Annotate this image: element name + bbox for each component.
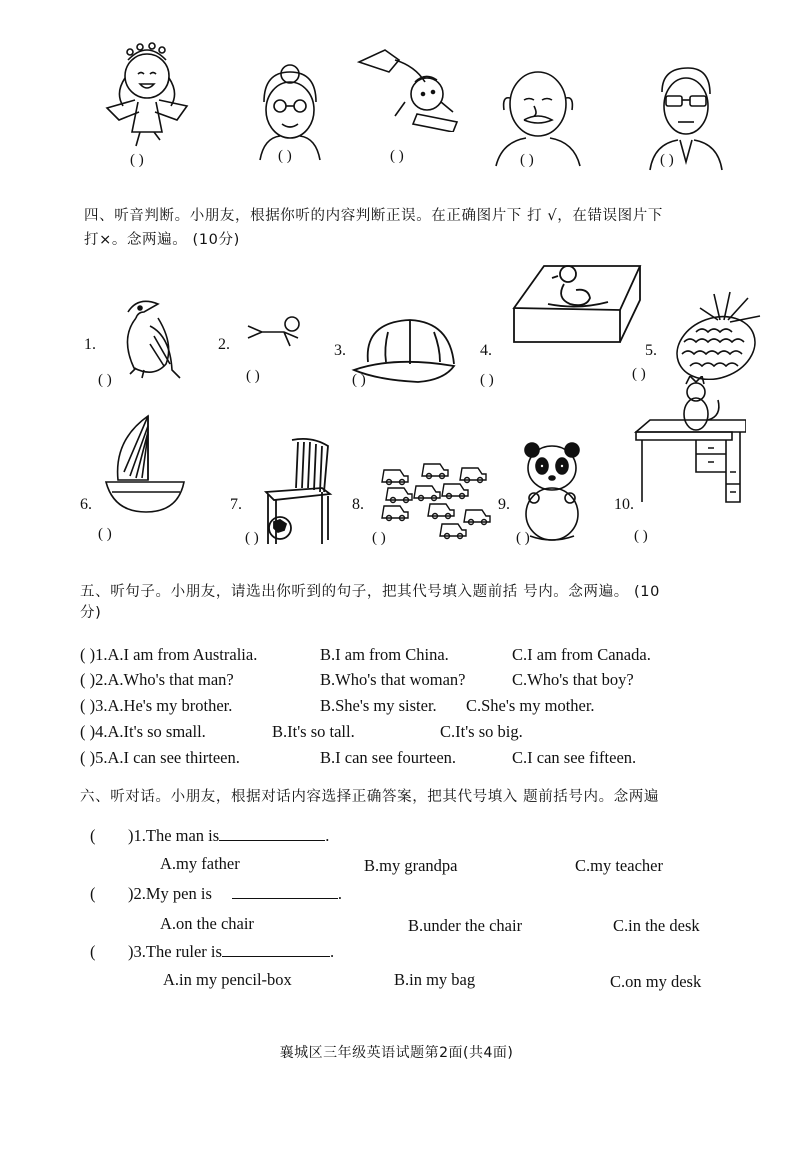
- answer-paren[interactable]: ( ): [660, 152, 674, 168]
- s5-q5-option-b[interactable]: B.I can see fourteen.: [320, 748, 457, 767]
- answer-paren[interactable]: ( ): [278, 148, 292, 164]
- s6-q3-stem-text: )3.The ruler is: [128, 942, 222, 961]
- s5-q2-option-b[interactable]: B.Who's that woman?: [320, 670, 466, 689]
- s5-q4-option-b[interactable]: B.It's so tall.: [272, 722, 355, 741]
- grandpa-icon: [488, 62, 588, 167]
- s5-q5-option-a[interactable]: ( )5.A.I can see thirteen.: [80, 748, 240, 767]
- answer-blank: [219, 840, 325, 841]
- s6-q2-stem-text: )2.My pen is: [128, 884, 212, 903]
- answer-paren[interactable]: ( ): [245, 530, 259, 546]
- s6-q2-stem: )2.My pen is .: [128, 884, 342, 903]
- item-number: 3.: [334, 342, 346, 359]
- section-4-title-line1: 四、听音判断。小朋友，根据你听的内容判断正误。在正确图片下 打 √，在错误图片下: [84, 208, 663, 224]
- s6-q2-option-c[interactable]: C.in the desk: [613, 916, 700, 935]
- chair-ball-icon: [262, 436, 336, 546]
- item-number: 8.: [352, 496, 364, 513]
- answer-paren[interactable]: ( ): [390, 148, 404, 164]
- s6-q3-option-a[interactable]: A.in my pencil-box: [163, 970, 292, 989]
- s6-q1-stem-text: )1.The man is: [128, 826, 220, 845]
- s6-q1-stem: )1.The man is .: [128, 826, 330, 845]
- answer-paren[interactable]: ( ): [130, 152, 144, 168]
- section-6-title: 六、听对话。小朋友，根据对话内容选择正确答案，把其代号填入 题前括号内。念两遍: [80, 789, 660, 805]
- s6-q2-option-a[interactable]: A.on the chair: [160, 914, 254, 933]
- s6-q3-option-b[interactable]: B.in my bag: [394, 970, 476, 989]
- item-number: 9.: [498, 496, 510, 513]
- answer-blank: [232, 898, 338, 899]
- item-number: 5.: [645, 342, 657, 359]
- s6-q3-option-c[interactable]: C.on my desk: [610, 972, 702, 991]
- answer-paren[interactable]: ( ): [98, 372, 112, 388]
- boat-icon: [102, 412, 188, 516]
- section-5-title-line2: 分): [80, 605, 102, 621]
- answer-paren[interactable]: ( ): [98, 526, 112, 542]
- s5-q3-option-b[interactable]: B.She's my sister.: [320, 696, 437, 715]
- answer-blank: [222, 956, 330, 957]
- s6-q1-open-paren[interactable]: (: [90, 826, 96, 845]
- kite-icon: [240, 312, 310, 352]
- panda-icon: [520, 438, 584, 542]
- s5-q1-option-a[interactable]: ( )1.A.I am from Australia.: [80, 645, 258, 664]
- answer-paren[interactable]: ( ): [516, 530, 530, 546]
- girl-icon: [100, 38, 195, 148]
- s6-q2-open-paren[interactable]: (: [90, 884, 96, 903]
- s5-q3-option-a[interactable]: ( )3.A.He's my brother.: [80, 696, 233, 715]
- s5-q2-option-c[interactable]: C.Who's that boy?: [512, 670, 634, 689]
- duck-in-box-icon: [508, 256, 644, 346]
- cars-icon: [378, 458, 498, 544]
- s6-q1-option-b[interactable]: B.my grandpa: [364, 856, 458, 875]
- s5-q4-option-a[interactable]: ( )4.A.It's so small.: [80, 722, 206, 741]
- boy-reading-icon: [355, 42, 463, 132]
- pineapple-icon: [668, 290, 764, 380]
- section-4-title-line2: 打×。念两遍。 (10分): [84, 232, 240, 248]
- item-number: 4.: [480, 342, 492, 359]
- answer-paren[interactable]: ( ): [634, 528, 648, 544]
- s6-q2-option-b[interactable]: B.under the chair: [408, 916, 523, 935]
- s5-q5-option-c[interactable]: C.I can see fifteen.: [512, 748, 637, 767]
- cat-on-desk-icon: [634, 376, 746, 506]
- eagle-icon: [110, 292, 190, 380]
- item-number: 7.: [230, 496, 242, 513]
- answer-paren[interactable]: ( ): [352, 372, 366, 388]
- cap-icon: [350, 314, 462, 386]
- item-number: 10.: [614, 496, 634, 513]
- grandma-icon: [250, 62, 330, 162]
- answer-paren[interactable]: ( ): [480, 372, 494, 388]
- s6-q1-option-c[interactable]: C.my teacher: [575, 856, 663, 875]
- item-number: 2.: [218, 336, 230, 353]
- s5-q2-option-a[interactable]: ( )2.A.Who's that man?: [80, 670, 234, 689]
- item-number: 6.: [80, 496, 92, 513]
- s6-q3-stem: )3.The ruler is .: [128, 942, 335, 961]
- man-glasses-icon: [640, 62, 730, 172]
- page-footer: 襄城区三年级英语试题第2面(共4面): [279, 1045, 514, 1061]
- s6-q3-open-paren[interactable]: (: [90, 942, 96, 961]
- answer-paren[interactable]: ( ): [520, 152, 534, 168]
- answer-paren[interactable]: ( ): [632, 366, 646, 382]
- s5-q1-option-b[interactable]: B.I am from China.: [320, 645, 449, 664]
- s5-q3-option-c[interactable]: C.She's my mother.: [466, 696, 595, 715]
- answer-paren[interactable]: ( ): [372, 530, 386, 546]
- s5-q1-option-c[interactable]: C.I am from Canada.: [512, 645, 651, 664]
- section-5-title-line1: 五、听句子。小朋友，请选出你听到的句子，把其代号填入题前括 号内。念两遍。 (10: [80, 584, 660, 600]
- s6-q1-option-a[interactable]: A.my father: [160, 854, 240, 873]
- s5-q4-option-c[interactable]: C.It's so big.: [440, 722, 523, 741]
- item-number: 1.: [84, 336, 96, 353]
- answer-paren[interactable]: ( ): [246, 368, 260, 384]
